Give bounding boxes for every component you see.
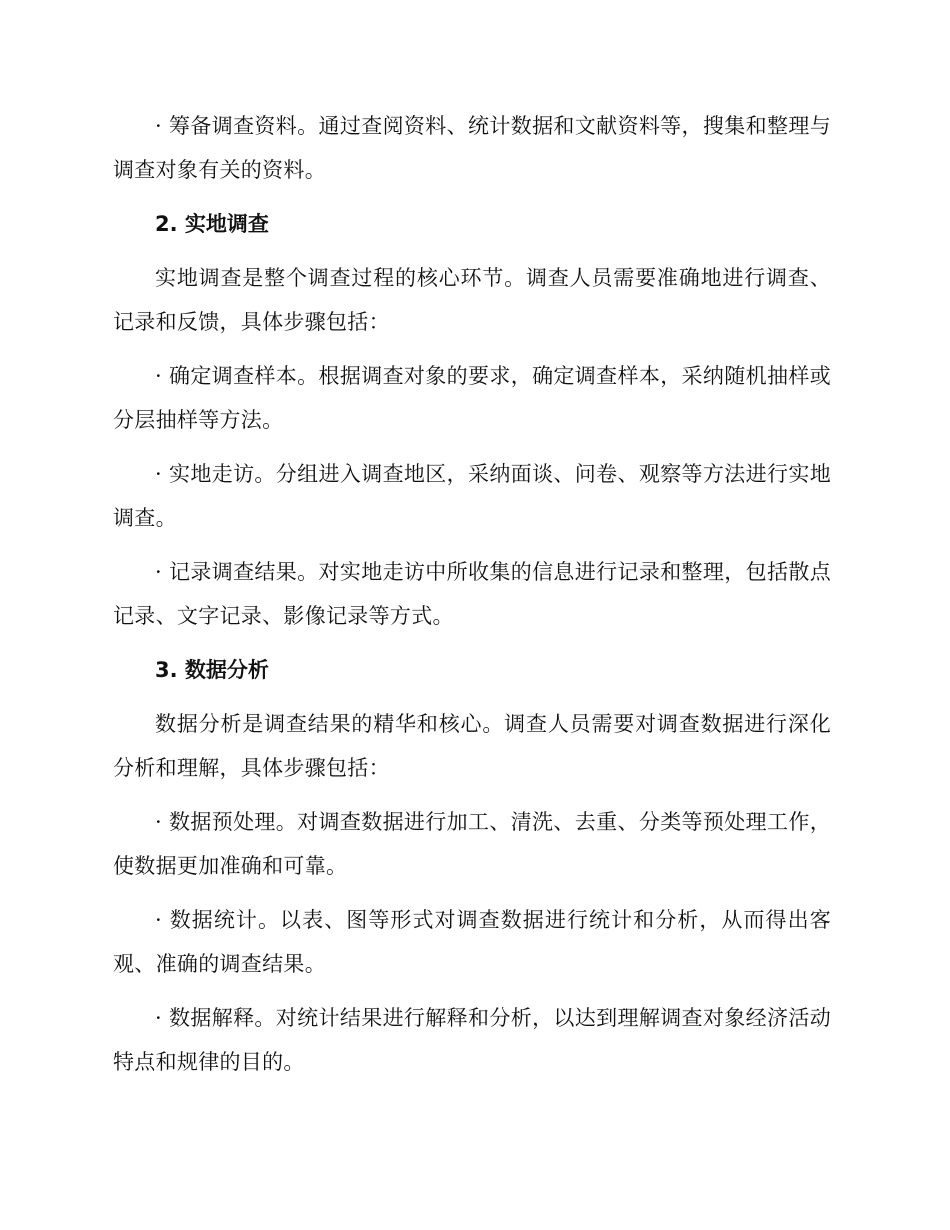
paragraph-field-survey-intro: 实地调查是整个调查过程的核心环节。调查人员需要准确地进行调查、记录和反馈，具体步骤包括： [113,266,831,334]
paragraph-record-results: · 记录调查结果。对实地走访中所收集的信息进行记录和整理，包括散点记录、文字记录、影像记录等方式。 [113,560,831,628]
section-heading-data-analysis: 3. 数据分析 [155,658,269,682]
document-page [113,104,831,1094]
paragraph-data-analysis-intro: 数据分析是调查结果的精华和核心。调查人员需要对调查数据进行深化分析和理解，具体步骤包括： [113,712,831,780]
paragraph-determine-sample: · 确定调查样本。根据调查对象的要求，确定调查样本，采纳随机抽样或分层抽样等方法。 [113,364,831,432]
section-heading-field-survey: 2. 实地调查 [155,212,269,236]
paragraph-data-statistics: · 数据统计。以表、图等形式对调查数据进行统计和分析，从而得出客观、准确的调查结果。 [113,908,831,976]
paragraph-data-preprocessing: · 数据预处理。对调查数据进行加工、清洗、去重、分类等预处理工作，使数据更加准确和可靠。 [113,810,831,878]
paragraph-prepare-materials: · 筹备调查资料。通过查阅资料、统计数据和文献资料等，搜集和整理与调查对象有关的资料。 [113,114,831,182]
paragraph-field-visit: · 实地走访。分组进入调查地区，采纳面谈、问卷、观察等方法进行实地调查。 [113,462,831,530]
paragraph-data-interpretation: · 数据解释。对统计结果进行解释和分析，以达到理解调查对象经济活动特点和规律的目的。 [113,1006,831,1074]
